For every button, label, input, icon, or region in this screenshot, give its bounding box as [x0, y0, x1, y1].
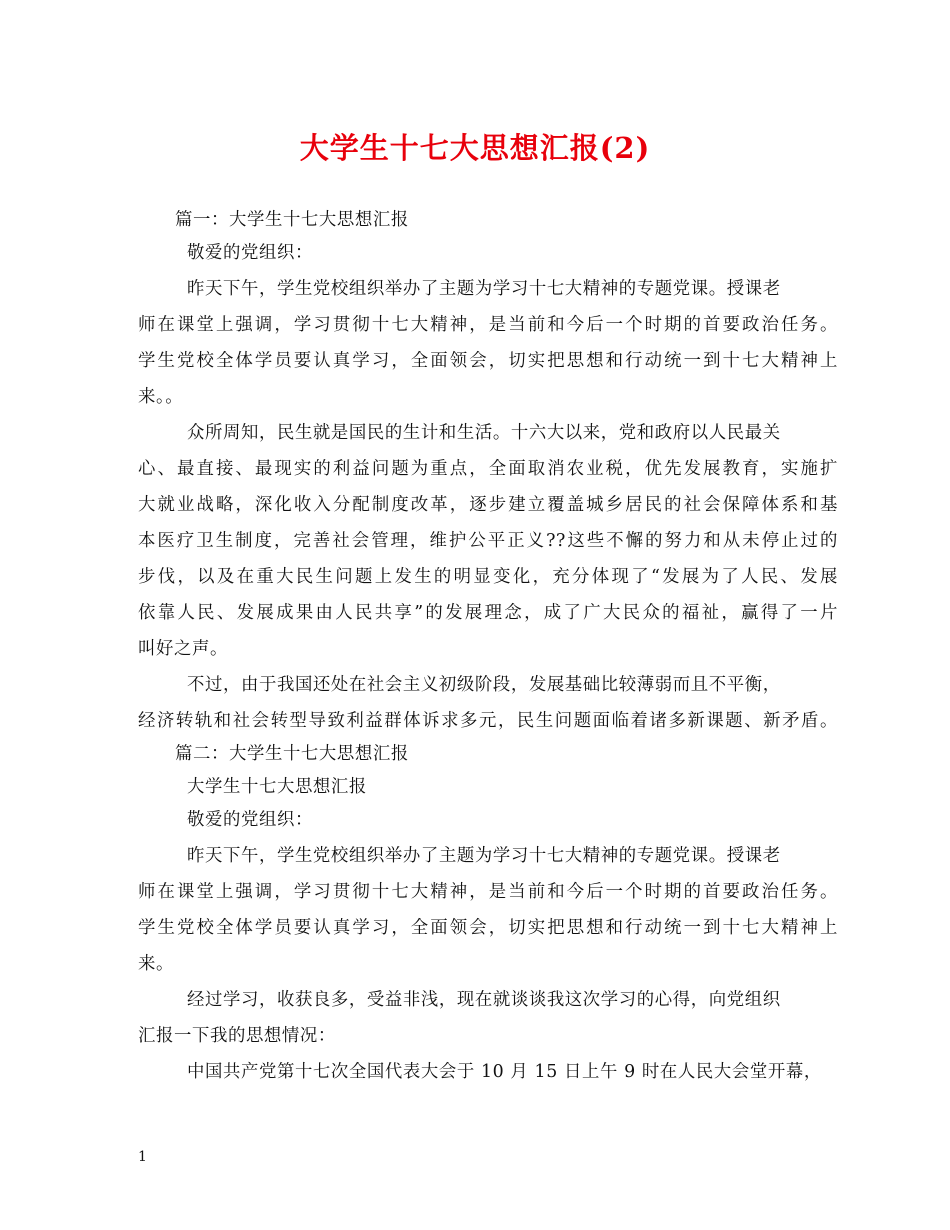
page-title: 大学生十七大思想汇报(2): [299, 131, 651, 165]
paragraph-line: 依靠人民、发展成果由人民共享”的发展理念，成了广大民众的福祉，赢得了一片: [138, 603, 838, 623]
paragraph-line: 学生党校全体学员要认真学习，全面领会，切实把思想和行动统一到十七大精神上: [138, 351, 838, 371]
paragraph-line: 中国共产党第十七次全国代表大会于 10 月 15 日上午 9 时在人民大会堂开幕，: [187, 1062, 822, 1082]
paragraph-line: 来。。: [138, 387, 184, 407]
paragraph-line: 不过，由于我国还处在社会主义初级阶段，发展基础比较薄弱而且不平衡，: [187, 675, 781, 695]
paragraph-line: 汇报一下我的思想情况：: [138, 1026, 336, 1046]
paragraph-line: 学生党校全体学员要认真学习，全面领会，切实把思想和行动统一到十七大精神上: [138, 918, 838, 938]
paragraph-line: 经济转轨和社会转型导致利益群体诉求多元，民生问题面临着诸多新课题、新矛盾。: [138, 711, 838, 731]
page-number: 1: [138, 1149, 147, 1165]
paragraph-line: 本医疗卫生制度，完善社会管理，维护公平正义??这些不懈的努力和从未停止过的: [138, 531, 838, 551]
paragraph-line: 师在课堂上强调，学习贯彻十七大精神，是当前和今后一个时期的首要政治任务。: [138, 315, 838, 335]
salutation-2: 敬爱的党组织：: [187, 810, 313, 830]
paragraph-line: 师在课堂上强调，学习贯彻十七大精神，是当前和今后一个时期的首要政治任务。: [138, 882, 838, 902]
section-heading-2: 篇二：大学生十七大思想汇报: [175, 744, 409, 764]
paragraph-line: 经过学习，收获良多，受益非浅，现在就谈谈我这次学习的心得，向党组织: [187, 990, 781, 1010]
paragraph-line: 来。: [138, 954, 174, 974]
section-heading-1: 篇一：大学生十七大思想汇报: [175, 210, 409, 230]
paragraph-line: 大就业战略，深化收入分配制度改革，逐步建立覆盖城乡居民的社会保障体系和基: [138, 495, 838, 515]
paragraph-line: 昨天下午，学生党校组织举办了主题为学习十七大精神的专题党课。授课老: [187, 279, 781, 299]
paragraph-line: 众所周知，民生就是国民的生计和生活。十六大以来，党和政府以人民最关: [187, 423, 781, 443]
salutation-1: 敬爱的党组织：: [187, 243, 313, 263]
paragraph-line: 昨天下午，学生党校组织举办了主题为学习十七大精神的专题党课。授课老: [187, 846, 781, 866]
paragraph-line: 叫好之声。: [138, 639, 228, 659]
paragraph-line: 步伐，以及在重大民生问题上发生的明显变化，充分体现了“发展为了人民、发展: [138, 567, 838, 587]
subheading: 大学生十七大思想汇报: [187, 777, 367, 797]
paragraph-line: 心、最直接、最现实的利益问题为重点，全面取消农业税，优先发展教育，实施扩: [138, 459, 838, 479]
